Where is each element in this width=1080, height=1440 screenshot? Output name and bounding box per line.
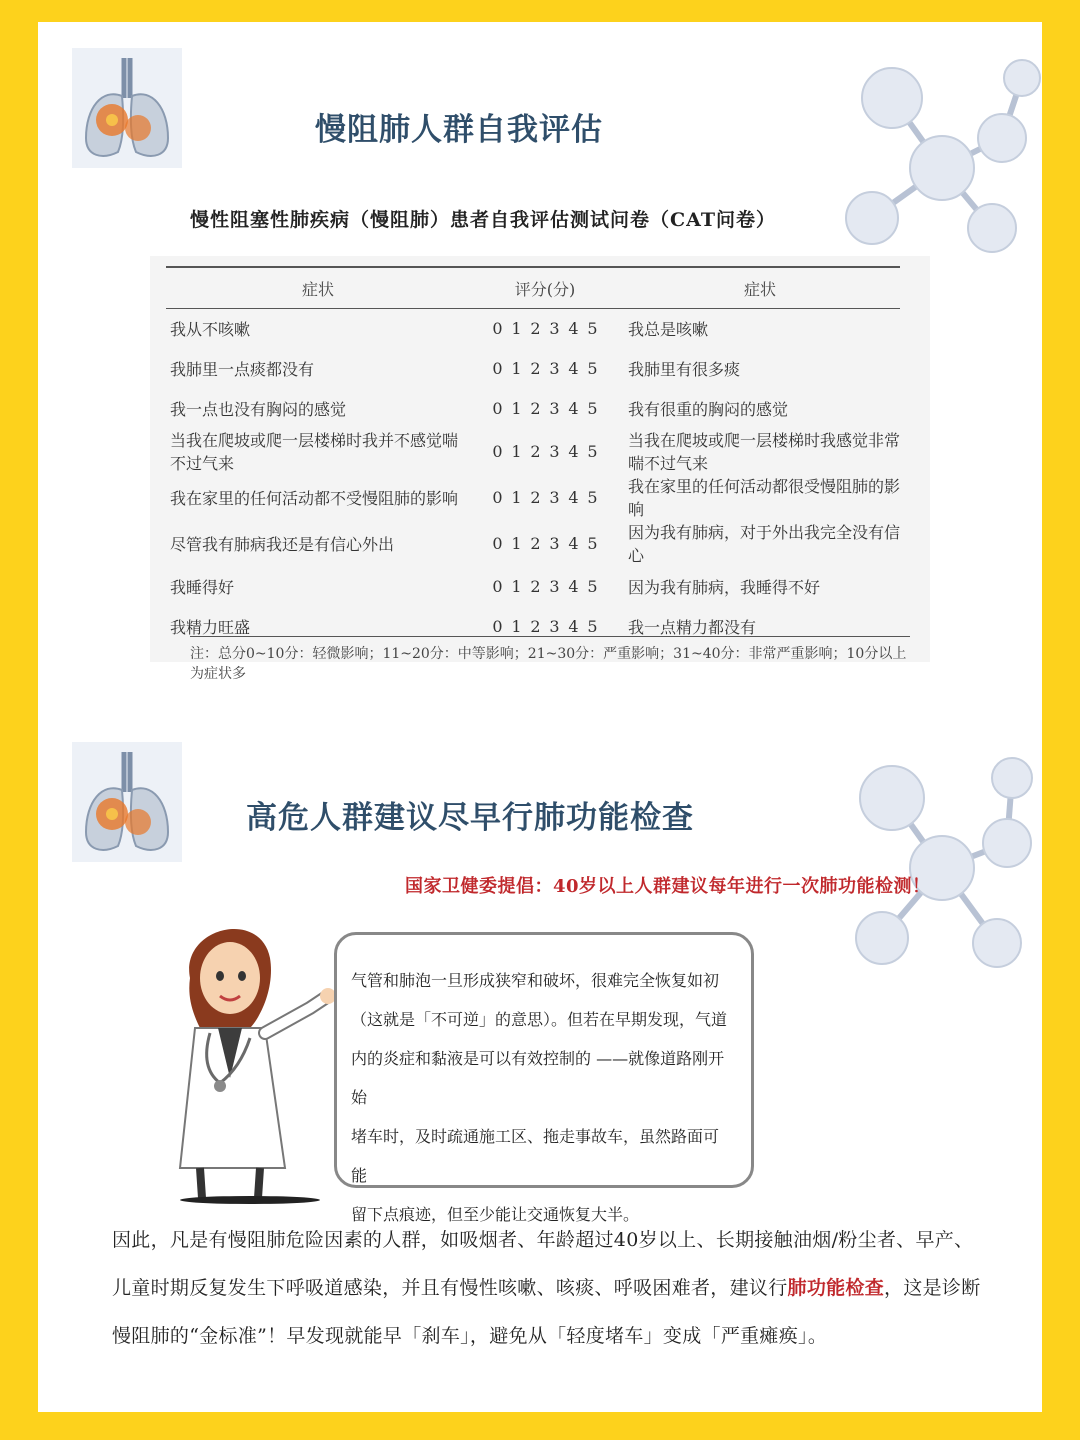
score-option: 5 (587, 441, 598, 461)
symptom-left-cell: 我肺里一点痰都没有 (170, 360, 315, 380)
table-row (166, 309, 900, 349)
score-scale-cell (470, 520, 620, 566)
bubble-line: 堵车时，及时疏通施工区、拖走事故车，虽然路面可能 (351, 1127, 720, 1185)
score-option: 4 (568, 487, 579, 507)
table-row (166, 520, 900, 566)
score-option: 4 (568, 398, 579, 418)
score-option: 0 (492, 359, 503, 379)
table-row (166, 349, 900, 389)
table-header-row (166, 267, 900, 309)
cat-table-panel (150, 256, 930, 682)
score-option: 5 (587, 398, 598, 418)
symptom-right-cell: 我肺里有很多痰 (628, 360, 741, 380)
score-scale-cell (470, 349, 620, 389)
score-option: 2 (530, 441, 541, 461)
symptom-right-cell: 我总是咳嗽 (628, 320, 709, 340)
score-option: 4 (568, 359, 579, 379)
bubble-line: 留下点痕迹，但至少能让交通恢复大半。 (351, 1205, 640, 1224)
score-option: 0 (492, 319, 503, 339)
score-option: 2 (530, 398, 541, 418)
score-option: 3 (549, 576, 560, 596)
score-option: 2 (530, 359, 541, 379)
cat-questionnaire-caption: 慢性阻塞性肺疾病（慢阻肺）患者自我评估测试问卷（CAT问卷） (190, 209, 776, 231)
score-option: 3 (549, 359, 560, 379)
score-option: 5 (587, 487, 598, 507)
score-option: 4 (568, 576, 579, 596)
symptom-right-cell: 当我在爬坡或爬一层楼梯时我感觉非常喘不过气来 (628, 431, 901, 474)
symptom-left-cell: 我一点也没有胸闷的感觉 (170, 399, 347, 419)
nhc-recommendation: 国家卫健委提倡：40岁以上人群建议每年进行一次肺功能检测！ (405, 876, 931, 897)
score-option: 1 (511, 487, 522, 507)
score-option: 1 (511, 533, 522, 553)
table-row (166, 428, 900, 474)
lung-icon (72, 742, 182, 862)
table-row (166, 389, 900, 429)
symptom-right-cell: 我有很重的胸闷的感觉 (628, 399, 789, 419)
symptom-left-cell: 我在家里的任何活动都不受慢阻肺的影响 (170, 488, 459, 508)
body-text-before: 因此，凡是有慢阻肺危险因素的人群，如吸烟者、年龄超过40岁以上、长期接触油烟/粉尘者、早产、儿童时期反复发生下呼吸道感染，并且有慢性咳嗽、咳痰、呼吸困难者，建议行 (112, 1229, 974, 1299)
lung-icon (72, 48, 182, 168)
score-option: 0 (492, 441, 503, 461)
score-option: 3 (549, 487, 560, 507)
cat-table (166, 266, 900, 646)
score-option: 2 (530, 533, 541, 553)
symptom-left-cell: 我从不咳嗽 (170, 320, 251, 340)
score-option: 3 (549, 616, 560, 636)
symptom-left-cell: 我精力旺盛 (170, 617, 251, 637)
table-row (166, 566, 900, 606)
score-option: 1 (511, 616, 522, 636)
symptom-right-cell: 我一点精力都没有 (628, 617, 757, 637)
score-option: 5 (587, 533, 598, 553)
score-option: 2 (530, 616, 541, 636)
score-option: 0 (492, 533, 503, 553)
bubble-line: 气管和肺泡一旦形成狭窄和破坏，很难完全恢复如初 (351, 971, 720, 990)
score-option: 1 (511, 576, 522, 596)
symptom-left-cell: 尽管我有肺病我还是有信心外出 (170, 534, 395, 554)
score-option: 5 (587, 616, 598, 636)
score-option: 3 (549, 319, 560, 339)
score-option: 3 (549, 441, 560, 461)
symptom-left-cell: 当我在爬坡或爬一层楼梯时我并不感觉喘不过气来 (170, 431, 459, 474)
score-scale-cell (470, 474, 620, 520)
score-option: 4 (568, 441, 579, 461)
section1-title: 慢阻肺人群自我评估 (315, 112, 603, 148)
explanation-speech-bubble (334, 932, 754, 1224)
bubble-line: 内的炎症和黏液是可以有效控制的 ——就像道路刚开始 (351, 1049, 725, 1107)
score-option: 1 (511, 398, 522, 418)
header-symptom-left: 症状 (166, 267, 470, 309)
bubble-line: （这就是「不可逆」的意思）。但若在早期发现，气道 (351, 1010, 728, 1029)
body-text-after: ，这是诊断慢阻肺的“金标准”！早发现就能早「刹车」，避免从「轻度堵车」变成「严重瘫痪」。 (112, 1277, 981, 1347)
score-scale-cell (470, 428, 620, 474)
section2-title: 高危人群建议尽早行肺功能检查 (246, 800, 694, 836)
score-option: 2 (530, 319, 541, 339)
score-option: 4 (568, 616, 579, 636)
score-option: 5 (587, 576, 598, 596)
symptom-right-cell: 因为我有肺病，对于外出我完全没有信心 (628, 523, 901, 566)
header-score: 评分(分) (470, 267, 620, 309)
score-scale-cell (470, 389, 620, 429)
score-option: 5 (587, 319, 598, 339)
header-symptom-right: 症状 (620, 267, 900, 309)
score-option: 2 (530, 576, 541, 596)
score-option: 3 (549, 398, 560, 418)
score-option: 0 (492, 576, 503, 596)
body-text-highlight: 肺功能检查 (787, 1277, 885, 1299)
doctor-illustration (150, 908, 350, 1208)
score-option: 4 (568, 319, 579, 339)
symptom-right-cell: 我在家里的任何活动都很受慢阻肺的影响 (628, 477, 901, 520)
symptom-left-cell: 我睡得好 (170, 577, 235, 597)
molecule-decoration (822, 748, 1042, 978)
score-option: 4 (568, 533, 579, 553)
score-option: 2 (530, 487, 541, 507)
symptom-right-cell: 因为我有肺病，我睡得不好 (628, 577, 821, 597)
score-option: 1 (511, 319, 522, 339)
score-option: 1 (511, 359, 522, 379)
table-footnote: 注：总分0~10分：轻微影响；11~20分：中等影响；21~30分：严重影响；31~40分：非常严重影响；10分以上为症状多 (190, 636, 910, 683)
score-option: 0 (492, 398, 503, 418)
score-option: 0 (492, 487, 503, 507)
score-option: 3 (549, 533, 560, 553)
score-option: 0 (492, 616, 503, 636)
body-paragraph (112, 1216, 982, 1360)
score-scale-cell (470, 566, 620, 606)
score-scale-cell (470, 309, 620, 349)
score-option: 5 (587, 359, 598, 379)
table-row (166, 474, 900, 520)
score-option: 1 (511, 441, 522, 461)
